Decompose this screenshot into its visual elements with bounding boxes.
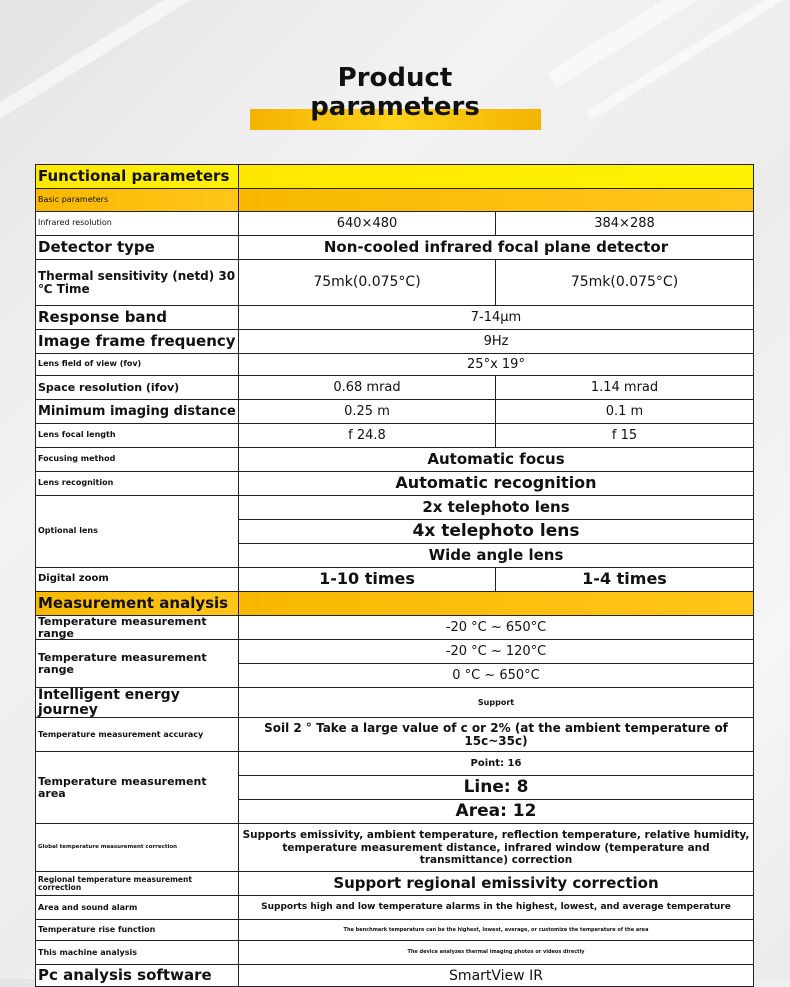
table-row (36, 330, 754, 354)
row-label: Temperature measurement range (36, 640, 239, 688)
row-value: Point: 16 (239, 752, 754, 776)
section-row-measurement (36, 592, 754, 616)
row-value: 0 °C ~ 650°C (239, 664, 754, 688)
row-label: Response band (36, 306, 239, 330)
row-label: Temperature measurement accuracy (36, 718, 239, 752)
row-label: Intelligent energy journey (36, 688, 239, 718)
row-label: Focusing method (36, 448, 239, 472)
row-value: Wide angle lens (239, 544, 754, 568)
section-functional-label: Functional parameters (36, 165, 239, 189)
table-row (36, 568, 754, 592)
table-row (36, 616, 754, 640)
row-label: Lens focal length (36, 424, 239, 448)
section-basic-label: Basic parameters (36, 189, 239, 212)
page-title-line2: parameters (310, 92, 480, 122)
table-row (36, 424, 754, 448)
table-row (36, 824, 754, 872)
row-value: Automatic recognition (239, 472, 754, 496)
table-row (36, 896, 754, 920)
section-basic-fill (239, 189, 754, 212)
row-value: 25°x 19° (239, 354, 754, 376)
row-value: f 15 (496, 424, 754, 448)
table-row (36, 354, 754, 376)
table-row (36, 448, 754, 472)
row-value: 1.14 mrad (496, 376, 754, 400)
row-value: Area: 12 (239, 800, 754, 824)
row-value: The device analyzes thermal imaging photos or videos directly (239, 941, 754, 965)
table-row (36, 718, 754, 752)
row-label: Global temperature measurement correction (36, 824, 239, 872)
row-label: Minimum imaging distance (36, 400, 239, 424)
row-value: 9Hz (239, 330, 754, 354)
row-value: Supports emissivity, ambient temperature, reflection temperature, relative humidity, temperature measurement distance, infrared window (temperature and transmittance) correction (239, 824, 754, 872)
row-label: Thermal sensitivity (netd) 30 ℃ Time (36, 260, 239, 306)
table-row (36, 872, 754, 896)
table-row (36, 260, 754, 306)
row-value: 4x telephoto lens (239, 520, 754, 544)
row-value: -20 °C ~ 120°C (239, 640, 754, 664)
row-label: This machine analysis (36, 941, 239, 965)
row-value: Soil 2 ° Take a large value of c or 2% (at the ambient temperature of 15c~35c) (239, 718, 754, 752)
row-value: Supports high and low temperature alarms in the highest, lowest, and average temperature (239, 896, 754, 920)
section-measurement-fill (239, 592, 754, 616)
row-value: 0.68 mrad (239, 376, 496, 400)
table-row (36, 400, 754, 424)
table-row (36, 640, 754, 664)
row-value: Non-cooled infrared focal plane detector (239, 236, 754, 260)
table-row (36, 752, 754, 776)
section-row-functional (36, 165, 754, 189)
table-row (36, 920, 754, 941)
row-value: 384×288 (496, 212, 754, 236)
table-row (36, 306, 754, 330)
row-label: Image frame frequency (36, 330, 239, 354)
table-row (36, 941, 754, 965)
row-label: Temperature measurement area (36, 752, 239, 824)
row-value: SmartView IR (239, 965, 754, 987)
page-title-line1: Product (337, 63, 453, 93)
row-label: Detector type (36, 236, 239, 260)
row-value: Automatic focus (239, 448, 754, 472)
row-label: Regional temperature measurement correction (36, 872, 239, 896)
row-value: Support (239, 688, 754, 718)
row-value: Line: 8 (239, 776, 754, 800)
table-row (36, 472, 754, 496)
row-value: f 24.8 (239, 424, 496, 448)
table-row (36, 236, 754, 260)
row-label: Area and sound alarm (36, 896, 239, 920)
section-row-basic (36, 189, 754, 212)
row-value: 1-10 times (239, 568, 496, 592)
row-value: 75mk(0.075°C) (239, 260, 496, 306)
row-value: 0.1 m (496, 400, 754, 424)
row-value: 1-4 times (496, 568, 754, 592)
row-value: 7-14μm (239, 306, 754, 330)
row-label: Lens recognition (36, 472, 239, 496)
row-label: Lens field of view (fov) (36, 354, 239, 376)
row-value: Support regional emissivity correction (239, 872, 754, 896)
row-value: 75mk(0.075°C) (496, 260, 754, 306)
row-value: -20 °C ~ 650°C (239, 616, 754, 640)
row-value: 2x telephoto lens (239, 496, 754, 520)
row-label: Infrared resolution (36, 212, 239, 236)
row-label: Temperature measurement range (36, 616, 239, 640)
section-measurement-label: Measurement analysis (36, 592, 239, 616)
row-label: Temperature rise function (36, 920, 239, 941)
page-title (0, 64, 790, 122)
table-row (36, 212, 754, 236)
row-label: Optional lens (36, 496, 239, 568)
parameters-table (35, 164, 754, 987)
row-value: The benchmark temperature can be the highest, lowest, average, or customize the temperature of the area (239, 920, 754, 941)
row-label: Space resolution (ifov) (36, 376, 239, 400)
row-value: 0.25 m (239, 400, 496, 424)
row-value: 640×480 (239, 212, 496, 236)
table-row (36, 688, 754, 718)
table-row (36, 376, 754, 400)
row-label: Digital zoom (36, 568, 239, 592)
row-label: Pc analysis software (36, 965, 239, 987)
section-functional-fill (239, 165, 754, 189)
table-row (36, 965, 754, 987)
table-row (36, 496, 754, 520)
